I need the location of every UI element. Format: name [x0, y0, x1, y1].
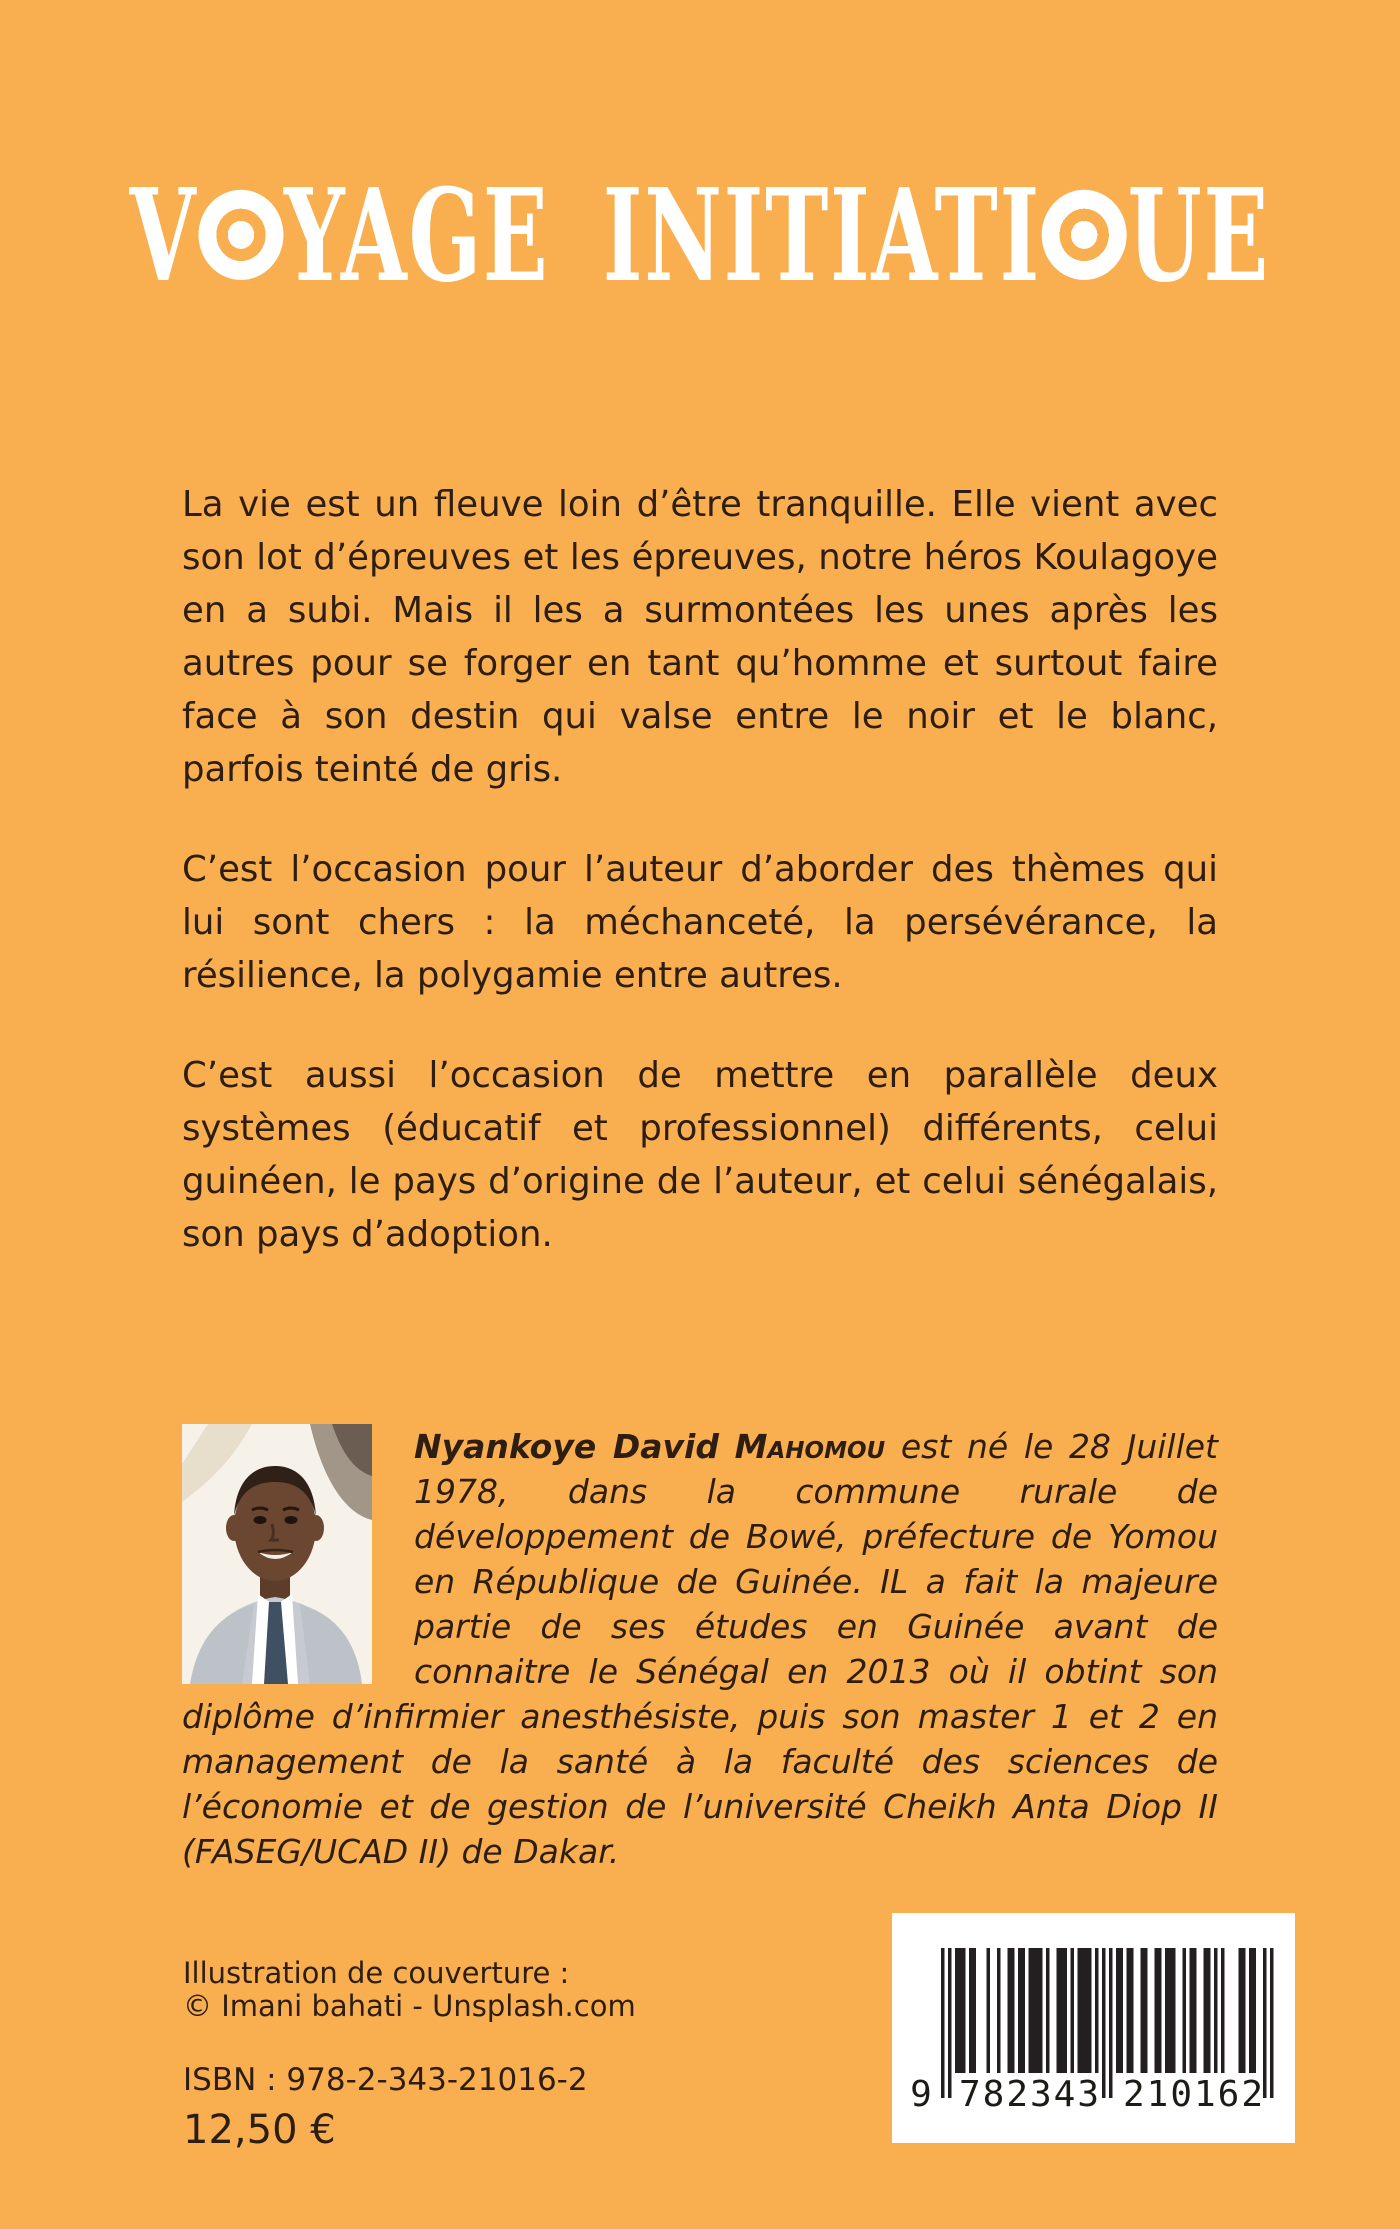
- barcode-panel: [892, 1913, 1295, 2143]
- author-bio-text: est né le 28 Juillet 1978, dans la commune rurale de développement de Bowé, préfecture de Yomou en République de Guinée. IL a fait la majeure partie de ses études en Guinée avant de connaitre le Sénégal en 2013 où il obtint son diplôme d’infirmier anesthésiste, puis son master 1 et 2 en management de la santé à la faculté des sciences de l’économie et de gestion de l’université Cheikh Anta Diop II (FASEG/UCAD II) de Dakar.: [182, 1427, 1218, 1871]
- title-bullseye-o-glyph: [198, 190, 283, 280]
- author-section: [182, 1424, 1218, 1874]
- author-name: Nyankoye David: [414, 1427, 719, 1466]
- synopsis-paragraph-3: C’est aussi l’occasion de mettre en parallèle deux systèmes (éducatif et professionnel) différents, celui guinéen, le pays d’origine de l’auteur, et celui sénégalais, son pays d’adoption.: [182, 1055, 1218, 1255]
- author-photo: [182, 1424, 372, 1684]
- barcode-digits-left: 782343: [958, 2074, 1102, 2115]
- credit-line-2: © Imani bahati - Unsplash.com: [183, 1988, 636, 2023]
- cover-credits: [183, 1957, 636, 2022]
- barcode-digit-first: 9: [910, 2074, 934, 2115]
- author-portrait-image: [182, 1424, 372, 1684]
- title-bullseye-q-glyph: [1042, 190, 1127, 280]
- credit-line-1: Illustration de couverture :: [183, 1956, 570, 1990]
- synopsis-paragraph-1: La vie est un fleuve loin d’être tranquille. Elle vient avec son lot d’épreuves et les épreuves, notre héros Koulagoye en a subi. Mais il les a surmontées les unes après les autres pour se forger en tant qu’homme et surtout faire face à son destin qui valse entre le noir et le blanc, parfois teinté de gris.: [182, 484, 1218, 790]
- price-label: 12,50 €: [183, 2107, 336, 2153]
- synopsis: [182, 478, 1218, 1308]
- book-title: [0, 160, 1400, 311]
- ean13-barcode: [900, 1948, 1290, 2143]
- isbn-label: ISBN : 978-2-343-21016-2: [183, 2062, 588, 2098]
- barcode-digits-right: 210162: [1122, 2074, 1266, 2115]
- author-surname: Mahomou: [734, 1427, 886, 1466]
- synopsis-paragraph-2: C’est l’occasion pour l’auteur d’aborder des thèmes qui lui sont chers : la méchanceté, la persévérance, la résilience, la polygamie entre autres.: [182, 849, 1218, 996]
- book-title-text: V YAGE INITIATI UE: [129, 160, 1271, 311]
